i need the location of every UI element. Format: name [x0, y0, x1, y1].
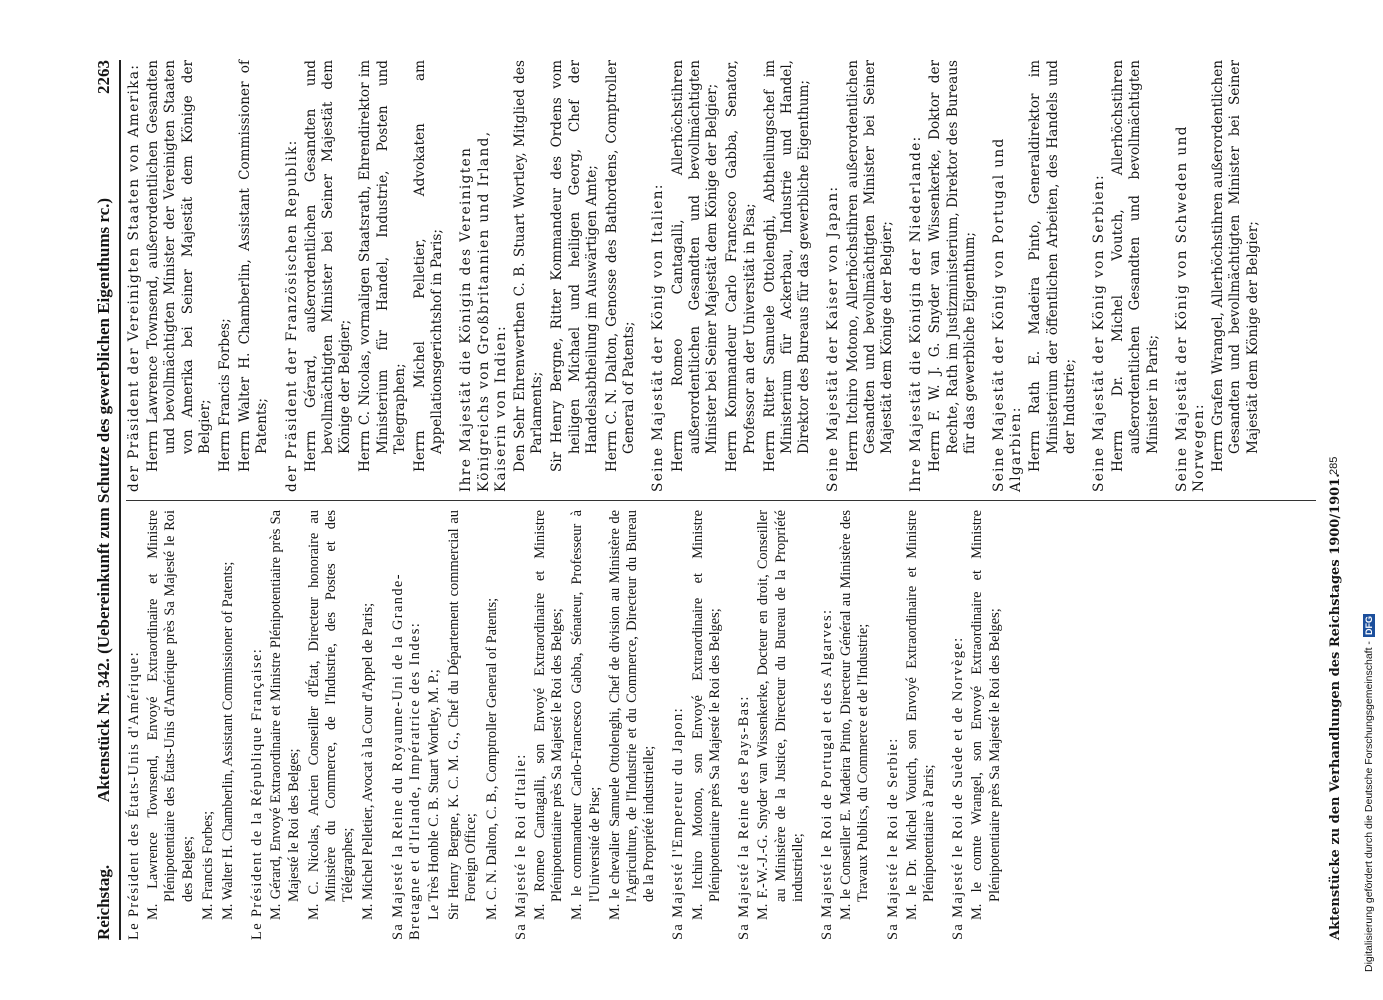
plenipotentiary-entry: M. Walter H. Chamberlin, Assistant Commissioner of Patents; [220, 561, 237, 920]
plenipotentiary-entry: Herrn Lawrence Townsend, außerordentlichen Gesandten und bevollmächtigten Minister der Vereinigten Staaten von Amerika bei Seiner Majestät dem Könige der Belgier; [145, 60, 213, 472]
signatory-block [458, 60, 638, 492]
plenipotentiary-entry: Herrn Itchiro Motono, Allerhöchstihren außerordentlichen Gesandten und bevollmächtigten Minister bei Seiner Majestät dem Könige der Belgier; [844, 60, 895, 472]
french-column [126, 510, 1016, 940]
sovereign-heading: Sa Majesté le Roi d'Italie: [512, 753, 529, 940]
signatory-block [126, 60, 272, 492]
plenipotentiary-entry: M. Romeo Cantagalli, son Envoyé Extraordinaire et Ministre Plénipotentiaire près Sa Majesté le Roi des Belges; [532, 510, 566, 920]
header-title: Aktenstück Nr. 342. (Uebereinkunft zum Schutze des gewerblichen Eigenthums rc.) [94, 197, 113, 803]
plenipotentiary-entry: M. Lawrence Townsend, Envoyé Extraordinaire et Ministre Plénipotentiaire des États-Unis d'Amérique près Sa Majesté le Roi des Belges; [145, 510, 196, 920]
header-left: Reichstag. [94, 864, 113, 940]
signatory-block [284, 60, 447, 492]
page-footer [1328, 60, 1348, 940]
plenipotentiary-entry: M. F.-W.-J.-G. Snyder van Wissenkerke, Docteur en droit, Conseiller au Ministère de la Justice, Directeur du Bureau de la Propriété industrielle; [755, 510, 806, 920]
signatory-block [670, 510, 724, 940]
plenipotentiary-entry: Sir Henry Bergne, K. C. M. G., Chef du Département commercial au Foreign Office; [446, 510, 480, 920]
signatory-block [390, 510, 501, 940]
page-header [94, 60, 118, 940]
signatory-block [249, 510, 377, 940]
signatory-block [736, 510, 807, 940]
signatory-block [991, 60, 1079, 492]
sovereign-heading: Le Président de la République Française: [249, 647, 266, 940]
sovereign-heading: Seine Majestät der König von Schweden und Norwegen: [1173, 125, 1207, 492]
plenipotentiary-entry: Le Très Honble C. B. Stuart Wortley, M. P.; [426, 669, 443, 920]
header-rule [119, 60, 121, 940]
column-divider [126, 500, 1316, 501]
signatory-block [1091, 60, 1162, 492]
plenipotentiary-entry: M. Michel Pelletier, Avocat à la Cour d'Appel de Paris; [360, 602, 377, 920]
sovereign-heading: Ihre Majestät die Königin der Niederlande: [908, 135, 925, 492]
sovereign-heading: Sa Majesté la Reine du Royaume-Uni de la Grande-Bretagne et d'Irlande, Impératrice des Indes: [389, 573, 423, 940]
sovereign-heading: Seine Majestät der Kaiser von Japan: [825, 185, 842, 492]
plenipotentiary-entry: M. Francis Forbes; [199, 810, 216, 920]
german-column [126, 60, 1274, 492]
signatory-block [819, 510, 873, 940]
plenipotentiary-entry: M. le Conseiller E. Madeira Pinto, Directeur Général au Ministère des Travaux Publics, du Commerce et de l'Industrie; [838, 510, 872, 920]
signatory-block [885, 510, 939, 940]
signatory-block [1174, 60, 1262, 492]
plenipotentiary-entry: M. le comte Wrangel, son Envoyé Extraordinaire et Ministre Plénipotentiaire près Sa Majesté le Roi des Belges; [969, 510, 1003, 920]
plenipotentiary-entry: Herrn Grafen Wrangel, Allerhöchstihren außerordentlichen Gesandten und bevollmächtigten Minister bei Seiner Majestät dem Könige der Belgier; [1210, 60, 1261, 472]
plenipotentiary-entry: M. Itchiro Motono, son Envoyé Extraordinaire et Ministre Plénipotentiaire près Sa Majesté le Roi des Belges; [689, 510, 723, 920]
plenipotentiary-entry: Herrn C. N. Dalton, Genosse des Bathordens, Comptroller General of Patents; [604, 60, 638, 472]
signatory-block [126, 510, 237, 940]
sovereign-heading: Sa Majesté le Roi de Serbie: [884, 737, 901, 940]
dfg-logo: DFG [1364, 616, 1374, 636]
signatory-block [950, 510, 1004, 940]
sovereign-heading: Seine Majestät der König von Italien: [650, 183, 667, 492]
plenipotentiary-entry: M. le commandeur Carlo-Francesco Gabba, Sénateur, Professeur à l'Université de Pise; [569, 510, 603, 920]
plenipotentiary-entry: M. C. Nicolas, Ancien Conseiller d'État, Directeur honoraire au Ministère du Commerce, de l'Industrie, des Postes et des Télégraphes; [305, 510, 357, 920]
signatory-block [650, 60, 813, 492]
plenipotentiary-entry: M. le Dr. Michel Voutch, son Envoyé Extraordinaire et Ministre Plénipotentiaire à Paris; [903, 510, 937, 920]
plenipotentiary-entry: Herrn Walter H. Chamberlin, Assistant Commissioner of Patents; [237, 60, 271, 472]
plenipotentiary-entry: M. C. N. Dalton, C. B., Comptroller General of Patents; [483, 597, 500, 920]
signatory-block [513, 510, 659, 940]
plenipotentiary-entry: M. le chevalier Samuele Ottolenghi, Chef de division au Ministère de l'Agriculture, de l'Industrie et du Commerce, Directeur du Bureau de la Propriété industrielle; [606, 510, 658, 920]
sovereign-heading: Le Président des États-Unis d'Amérique: [126, 651, 142, 940]
sovereign-heading: Seine Majestät der König von Portugal und Algarbien: [990, 137, 1025, 492]
sovereign-heading: Sa Majesté la Reine des Pays-Bas: [736, 695, 753, 940]
plenipotentiary-entry: Den Sehr Ehrenwerthen C. B. Stuart Wortley, Mitglied des Parlaments; [512, 60, 546, 472]
sovereign-heading: der Präsident der Französischen Republik: [283, 139, 300, 492]
sovereign-heading: Seine Majestät der König von Serbien: [1090, 173, 1107, 492]
signatory-block [908, 60, 979, 492]
plenipotentiary-entry: Herrn F. W. J. G. Snyder van Wissenkerke, Doktor der Rechte, Rath im Justizministerium, Direktor des Bureaus für das gewerbliche Eigenthum; [927, 60, 978, 472]
plenipotentiary-entry: Herrn C. Nicolas, vormaligen Staatsrath, Ehrendirektor im Ministerium für Handel, Industrie, Posten und Telegraphen; [357, 60, 408, 472]
plenipotentiary-entry: Herrn Gérard, außerordentlichen Gesandten und bevollmächtigten Minister bei Seiner Majestät dem Könige der Belgier; [302, 60, 354, 472]
plenipotentiary-entry: Herrn Rath E. Madeira Pinto, Generaldirektor im Ministerium der öffentlichen Arbeiten, des Handels und der Industrie; [1027, 60, 1078, 472]
footer-source: Aktenstücke zu den Verhandlungen des Reichstages 1900/1901. [1328, 473, 1343, 940]
plenipotentiary-entry: Herrn Ritter Samuele Ottolenghi, Abtheilungschef im Ministerium für Ackerbau, Industrie und Handel, Direktor des Bureaus für das gewerbliche Eigenthum; [761, 60, 813, 472]
sovereign-heading: Ihre Majestät die Königin des Vereinigten Königreichs von Großbritannien und Irland, Kaiserin von Indien: [458, 130, 509, 492]
signatory-block [825, 60, 896, 492]
sovereign-heading: Sa Majesté le Roi de Portugal et des Algarves: [818, 608, 835, 940]
plenipotentiary-entry: Herrn Kommandeur Carlo Francesco Gabba, Senator, Professor an der Universität in Pisa; [724, 60, 758, 472]
digitization-credit [1361, 12, 1377, 972]
plenipotentiary-entry: Herrn Francis Forbes; [217, 318, 234, 472]
plenipotentiary-entry: Herrn Romeo Cantagalli, Allerhöchstihren außerordentlichen Gesandten und bevollmächtigten Minister bei Seiner Majestät dem Könige der Belgier; [669, 60, 721, 472]
plenipotentiary-entry: Herrn Michel Pelletier, Advokaten am Appellationsgerichtshof in Paris; [412, 60, 446, 472]
credit-text: Digitalisierung gefördert durch die Deutsche Forschungsgemeinschaft - [1363, 641, 1375, 972]
sovereign-heading: Sa Majesté l'Empereur du Japon: [670, 706, 687, 940]
plenipotentiary-entry: M. Gérard, Envoyé Extraordinaire et Ministre Plénipotentiaire près Sa Majesté le Roi des Belges; [268, 510, 302, 920]
sovereign-heading: Sa Majesté le Roi de Suède et de Norvège: [950, 636, 967, 940]
sovereign-heading: der Präsident der Vereinigten Staaten von Amerika: [126, 63, 142, 492]
header-page-number: 2263 [94, 60, 113, 94]
footer-page-number: 285 [1328, 456, 1340, 475]
plenipotentiary-entry: Sir Henry Bergne, Ritter Kommandeur des Ordens vom heiligen Michael und heiligen Georg, Chef der Handelsabtheilung im Auswärtigen Amte; [549, 60, 600, 472]
plenipotentiary-entry: Herrn Dr. Michel Voutch, Allerhöchstihren außerordentlichen Gesandten und bevollmächtigten Minister in Paris; [1110, 60, 1161, 472]
